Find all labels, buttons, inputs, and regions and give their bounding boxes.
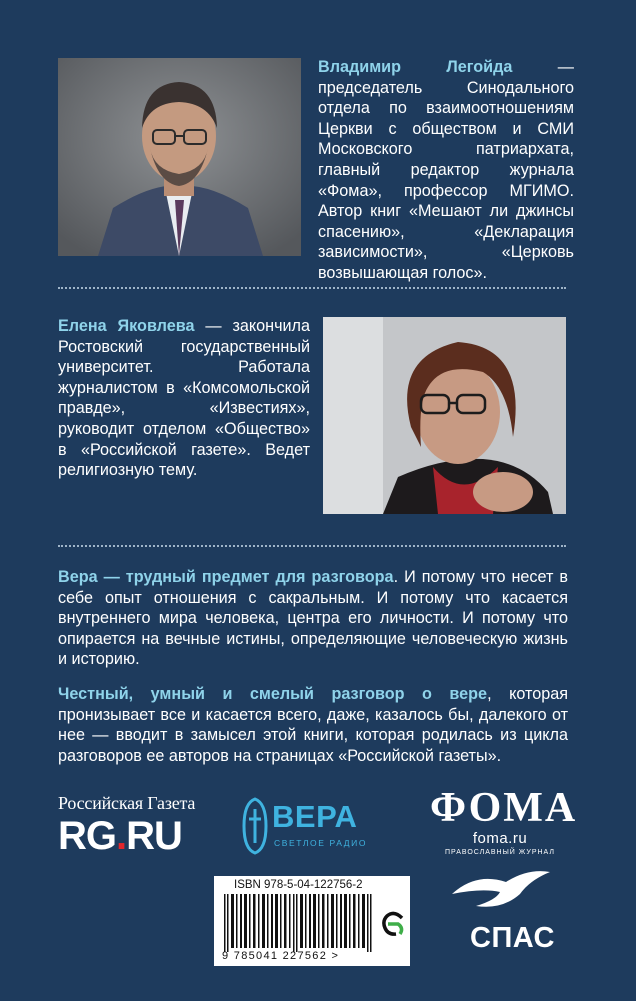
rg-logo-ru: RU <box>126 814 182 858</box>
blurb-paragraph-2 <box>58 684 568 766</box>
blurb-text-1: . И потому что несет в себе опыт отношения с сакральным. И потому что касается внутреннего мира человека, центра его личности. И потому что опирается на вечные истины, определяющие человеческую жизнь и историю. <box>58 568 569 669</box>
foma-logo-subtitle: ПРАВОСЛАВНЫЙ ЖУРНАЛ <box>445 849 555 856</box>
vera-logo-word: ВЕРА <box>272 799 358 834</box>
rg-logo-rg: RG <box>58 814 116 858</box>
blurb-text-2: , которая пронизывает все и касается всего, даже, казалось бы, далекого от нее — вводит в замысел этой книги, которая родилась из цикла разговоров ее авторов на страницах «Российской газеты». <box>58 685 568 765</box>
blurb-lead-1: Вера — трудный предмет для разговора <box>58 568 394 586</box>
isbn-barcode-block <box>214 876 410 966</box>
author-name-yakovleva: Елена Яковлева <box>58 317 195 335</box>
foma-logo-word: ФОМА <box>430 785 578 831</box>
author-photo-yakovleva <box>323 317 566 514</box>
rg-ru-logo <box>58 793 198 858</box>
blurb-paragraph-1 <box>58 567 568 670</box>
rg-logo-dot: . <box>116 814 127 858</box>
barcode-digits: 9 785041 227562 > <box>222 950 340 962</box>
spas-logo-word: СПАС <box>470 922 555 954</box>
blurb-lead-2: Честный, умный и смелый разговор о вере <box>58 685 488 703</box>
rg-logo-title: Российская Газета <box>58 793 196 813</box>
foma-logo <box>430 785 578 856</box>
barcode-icon <box>222 894 378 952</box>
vera-logo-subtitle: СВЕТЛОЕ РАДИО <box>274 838 368 848</box>
spas-tv-logo <box>446 866 556 976</box>
rg-logo-mark <box>58 816 198 856</box>
eksmo-logo-icon <box>382 910 406 940</box>
dotted-divider <box>58 287 566 289</box>
author-photo-legoyda <box>58 58 301 256</box>
author-bio-text: — председатель Синодального отдела по взаимоотношениям Церкви с обществом и СМИ Московского патриархата, главный редактор журнала «Фома», профессор МГИМО. Автор книг «Мешают ли джинсы спасению», «Декларация зависимости», «Церковь возвышающая голос». <box>318 58 574 282</box>
author-bio-text: — закончила Ростовский государственный университет. Работала журналистом в «Комсомольской правде», «Известиях», руководит отделом «Общество» в «Российской газете». Ведет религиозную тему. <box>58 317 310 480</box>
author-name-legoyda: Владимир Легойда <box>318 58 513 76</box>
dotted-divider <box>58 545 566 547</box>
vera-radio-logo <box>240 795 390 855</box>
author-bio-legoyda <box>318 57 574 284</box>
author-bio-yakovleva <box>58 316 310 481</box>
isbn-label: ISBN 978-5-04-122756-2 <box>234 879 363 891</box>
fish-cross-icon <box>240 797 270 855</box>
foma-logo-url: foma.ru <box>472 830 528 847</box>
bird-icon <box>446 866 556 926</box>
